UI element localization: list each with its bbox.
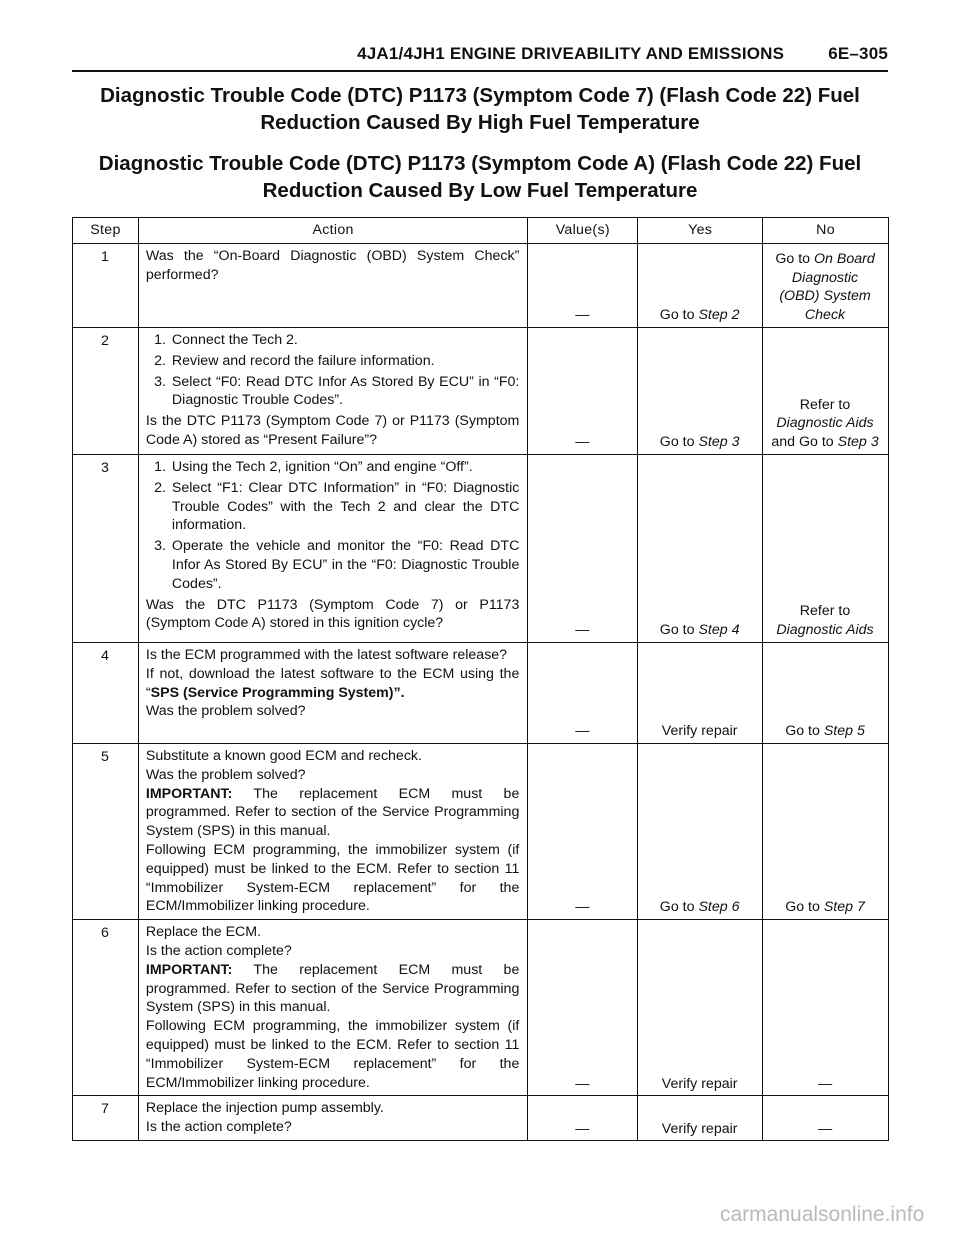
list-item: 2. Select “F1: Clear DTC Information” in “F0: Diagnostic Trouble Codes” with the Tech 2 and clear the DTC information.: [170, 479, 519, 535]
header-action: Action: [138, 218, 527, 244]
table-row: [73, 643, 889, 744]
list-item: 3. Select “F0: Read DTC Infor As Stored By ECU” in “F0: Diagnostic Trouble Codes”.: [170, 373, 519, 411]
value-cell: —: [528, 1096, 638, 1141]
yes-cell: [638, 744, 763, 920]
value-cell: —: [528, 744, 638, 920]
running-head: [0, 44, 888, 64]
no-text: Refer to: [799, 603, 851, 620]
important-note: [146, 785, 519, 841]
no-cell: —: [763, 1096, 889, 1141]
immobilizer-note: Following ECM programming, the immobilizer system (if equipped) must be linked to the ECM. Refer to section 11 “Immobilizer System-ECM replacement” for the ECM/Immobilizer linking procedure.: [145, 841, 520, 915]
table-row: [73, 744, 889, 920]
no-step-ref: Step 5: [823, 723, 865, 740]
step-number: 2: [73, 328, 139, 455]
action-question: Was the problem solved?: [145, 766, 306, 783]
diagnostic-table: [72, 217, 889, 1141]
action-cell: [138, 244, 527, 328]
header-step: Step: [73, 218, 139, 244]
page-title-low-temp: Diagnostic Trouble Code (DTC) P1173 (Symptom Code A) (Flash Code 22) Fuel Reduction Caused By Low Fuel Temperature: [98, 152, 862, 202]
table-header-row: [73, 218, 889, 244]
yes-step-ref: Step 6: [698, 899, 740, 916]
no-cell: [763, 455, 889, 643]
yes-step-ref: Step 4: [698, 622, 740, 639]
yes-cell: Verify repair: [638, 643, 763, 744]
action-question: Is the action complete?: [145, 942, 292, 959]
watermark: carmanualsonline.info: [720, 1203, 925, 1226]
list-item: 2. Review and record the failure information.: [170, 352, 519, 371]
value-cell: —: [528, 328, 638, 455]
value-cell: —: [528, 455, 638, 643]
step-number: 1: [73, 244, 139, 328]
action-question: Is the action complete?: [145, 1119, 292, 1136]
yes-text: Go to: [659, 899, 699, 916]
table-row: [73, 455, 889, 643]
yes-cell: [638, 328, 763, 455]
action-cell: [138, 328, 527, 455]
yes-cell: [638, 244, 763, 328]
value-cell: —: [528, 643, 638, 744]
action-cell: [138, 455, 527, 643]
no-cell: [763, 643, 889, 744]
header-yes: Yes: [638, 218, 763, 244]
step-number: 3: [73, 455, 139, 643]
no-ref: Diagnostic Aids: [776, 415, 874, 432]
section-title: 4JA1/4JH1 ENGINE DRIVEABILITY AND EMISSIONS: [357, 44, 785, 63]
list-item: 3. Operate the vehicle and monitor the “F0: Read DTC Infor As Stored By ECU” in the “F0: Diagnostic Trouble Codes”.: [170, 537, 519, 593]
no-text: Refer to: [799, 396, 851, 413]
step-number: 5: [73, 744, 139, 920]
no-text: Go to: [775, 250, 814, 267]
yes-text: Go to: [659, 434, 699, 451]
no-ref: On Board Diagnostic (OBD) System Check: [779, 250, 875, 324]
sps-instruction: [146, 665, 519, 703]
yes-text: Go to: [659, 622, 699, 639]
action-steps-list: [146, 331, 519, 410]
action-question: Was the problem solved?: [145, 703, 306, 720]
no-step-ref: Step 7: [823, 899, 865, 916]
action-cell: [138, 643, 527, 744]
yes-step-ref: Step 2: [698, 307, 740, 324]
action-text: Was the “On-Board Diagnostic (OBD) System Check” performed?: [145, 248, 520, 283]
immobilizer-note: Following ECM programming, the immobilizer system (if equipped) must be linked to the ECM. Refer to section 11 “Immobilizer System-ECM replacement” for the ECM/Immobilizer linking procedure.: [145, 1018, 520, 1091]
step-number: 7: [73, 1096, 139, 1141]
important-label: IMPORTANT:: [145, 785, 233, 802]
list-item: 1. Using the Tech 2, ignition “On” and engine “Off”.: [170, 458, 519, 477]
yes-cell: Verify repair: [638, 1096, 763, 1141]
header-no: No: [763, 218, 889, 244]
header-values: Value(s): [528, 218, 638, 244]
yes-cell: Verify repair: [638, 920, 763, 1096]
yes-text: Go to: [659, 307, 699, 324]
no-ref: Diagnostic Aids: [776, 622, 874, 639]
step-number: 4: [73, 643, 139, 744]
action-text: Is the ECM programmed with the latest software release?: [145, 647, 508, 663]
yes-cell: [638, 455, 763, 643]
action-steps-list: [146, 458, 519, 594]
important-label: IMPORTANT:: [145, 961, 233, 978]
action-text: Substitute a known good ECM and recheck.: [145, 748, 422, 764]
important-note: [146, 961, 519, 1017]
sps-text: If not, download the latest software to the ECM using the “: [145, 665, 520, 701]
action-text: Replace the injection pump assembly.: [145, 1100, 384, 1117]
yes-step-ref: Step 3: [698, 434, 740, 451]
no-cell: [763, 328, 889, 455]
table-row: [73, 1096, 889, 1141]
table-row: [73, 920, 889, 1096]
no-text: Go to: [785, 723, 824, 740]
list-item: 1. Connect the Tech 2.: [170, 331, 519, 350]
no-step-ref: Step 3: [837, 434, 879, 451]
table-row: [73, 328, 889, 455]
no-cell: [763, 744, 889, 920]
header-rule: [72, 70, 888, 72]
page-number: 6E–305: [828, 44, 888, 63]
sps-bold: SPS (Service Programming System)”.: [150, 684, 405, 701]
no-cell: [763, 244, 889, 328]
table-row: [73, 244, 889, 328]
page-title-high-temp: Diagnostic Trouble Code (DTC) P1173 (Symptom Code 7) (Flash Code 22) Fuel Reduction Caused By High Fuel Temperature: [100, 84, 860, 134]
important-text: The replacement ECM must be programmed. Refer to section of the Service Programming System (SPS) in this manual.: [145, 961, 520, 1016]
step-number: 6: [73, 920, 139, 1096]
action-text: Replace the ECM.: [145, 924, 262, 941]
action-question: Is the DTC P1173 (Symptom Code 7) or P1173 (Symptom Code A) stored as “Present Failure”?: [145, 413, 520, 448]
value-cell: —: [528, 920, 638, 1096]
important-text: The replacement ECM must be programmed. Refer to section of the Service Programming System (SPS) in this manual.: [145, 785, 520, 840]
action-cell: [138, 1096, 527, 1141]
no-text-2: and Go to: [771, 434, 838, 451]
no-text: Go to: [785, 899, 824, 916]
value-cell: —: [528, 244, 638, 328]
action-cell: [138, 920, 527, 1096]
action-question: Was the DTC P1173 (Symptom Code 7) or P1173 (Symptom Code A) stored in this ignition cycle?: [145, 596, 520, 632]
no-cell: —: [763, 920, 889, 1096]
action-cell: [138, 744, 527, 920]
